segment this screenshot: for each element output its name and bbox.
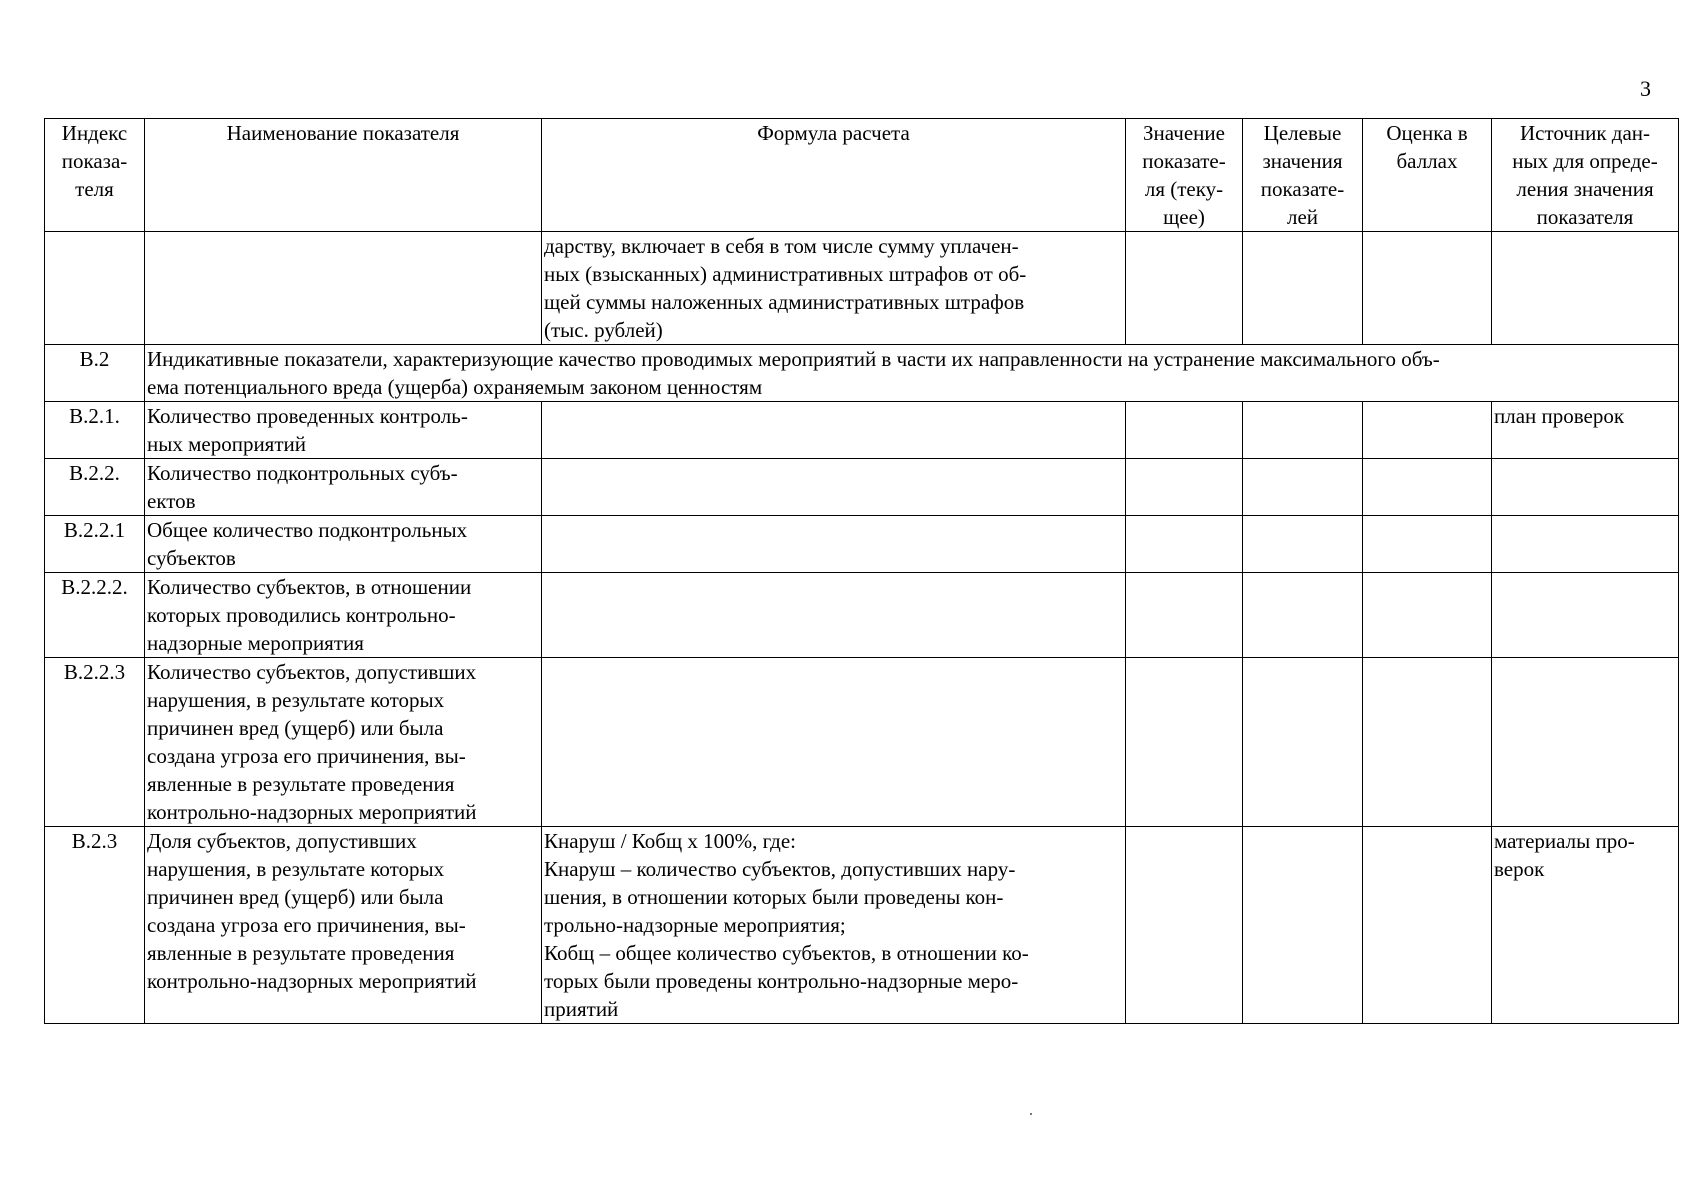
cell-current-value: [1126, 573, 1243, 658]
cell-index: [45, 232, 145, 345]
cell-data-source: [1492, 573, 1679, 658]
cell-data-source: материалы про- верок: [1492, 827, 1679, 1024]
header-formula: Формула расчета: [542, 119, 1126, 232]
cell-index: В.2.2.1: [45, 516, 145, 573]
cell-formula: Кнаруш / Кобщ x 100%, где: Кнаруш – количество субъектов, допустивших нару- шения, в отношении которых были проведены кон- трольно-надзорные мероприятия; Кобщ – общее количество субъектов, в отношении ко- торых были проведены контрольно-надзорные меро- приятий: [542, 827, 1126, 1024]
cell-name: Доля субъектов, допустивших нарушения, в результате которых причинен вред (ущерб) или была создана угроза его причинения, вы- явленные в результате проведения контрольно-надзорных мероприятий: [145, 827, 542, 1024]
cell-index: В.2.3: [45, 827, 145, 1024]
cell-target-values: [1243, 516, 1363, 573]
cell-current-value: [1126, 516, 1243, 573]
cell-target-values: [1243, 232, 1363, 345]
table-row: [45, 827, 1679, 1024]
cell-target-values: [1243, 658, 1363, 827]
page-number: 3: [1640, 76, 1651, 101]
table-row-continuation: [45, 232, 1679, 345]
cell-current-value: [1126, 232, 1243, 345]
cell-score: [1363, 232, 1492, 345]
indicators-table: [44, 118, 1679, 1024]
table-row: [45, 459, 1679, 516]
cell-index: В.2.1.: [45, 402, 145, 459]
cell-name: Общее количество подконтрольных субъектов: [145, 516, 542, 573]
cell-name: Количество субъектов, в отношении которых проводились контрольно- надзорные мероприятия: [145, 573, 542, 658]
cell-name: Количество подконтрольных субъ- ектов: [145, 459, 542, 516]
cell-target-values: [1243, 459, 1363, 516]
header-score: Оценка в баллах: [1363, 119, 1492, 232]
cell-target-values: [1243, 402, 1363, 459]
header-target-values: Целевые значения показате- лей: [1243, 119, 1363, 232]
table-row: [45, 516, 1679, 573]
cell-data-source: [1492, 232, 1679, 345]
cell-data-source: [1492, 459, 1679, 516]
cell-current-value: [1126, 459, 1243, 516]
header-data-source: Источник дан- ных для опреде- ления значения показателя: [1492, 119, 1679, 232]
cell-formula: [542, 658, 1126, 827]
cell-score: [1363, 827, 1492, 1024]
cell-current-value: [1126, 827, 1243, 1024]
table-row: [45, 658, 1679, 827]
section-index: В.2: [45, 345, 145, 402]
header-name: Наименование показателя: [145, 119, 542, 232]
header-index: Индекс показа- теля: [45, 119, 145, 232]
cell-name: Количество проведенных контроль- ных мероприятий: [145, 402, 542, 459]
cell-score: [1363, 516, 1492, 573]
cell-score: [1363, 459, 1492, 516]
cell-data-source: план проверок: [1492, 402, 1679, 459]
header-current-value: Значение показате- ля (теку- щее): [1126, 119, 1243, 232]
cell-index: В.2.2.2.: [45, 573, 145, 658]
cell-formula: [542, 516, 1126, 573]
cell-score: [1363, 573, 1492, 658]
cell-score: [1363, 402, 1492, 459]
cell-name: Количество субъектов, допустивших нарушения, в результате которых причинен вред (ущерб) или была создана угроза его причинения, вы- явленные в результате проведения контрольно-надзорных мероприятий: [145, 658, 542, 827]
cell-formula: дарству, включает в себя в том числе сумму уплачен- ных (взысканных) административных штрафов от об- щей суммы наложенных административных штрафов (тыс. рублей): [542, 232, 1126, 345]
cell-current-value: [1126, 402, 1243, 459]
cell-formula: [542, 459, 1126, 516]
table-row: [45, 402, 1679, 459]
table-header-row: [45, 119, 1679, 232]
cell-data-source: [1492, 658, 1679, 827]
section-title: Индикативные показатели, характеризующие качество проводимых мероприятий в части их направленности на устранение максимального объ- ема потенциального вреда (ущерба) охраняемым законом ценностям: [145, 345, 1679, 402]
table-row: [45, 573, 1679, 658]
cell-current-value: [1126, 658, 1243, 827]
cell-data-source: [1492, 516, 1679, 573]
cell-index: В.2.2.: [45, 459, 145, 516]
cell-score: [1363, 658, 1492, 827]
cell-target-values: [1243, 827, 1363, 1024]
table-section-row: [45, 345, 1679, 402]
cell-target-values: [1243, 573, 1363, 658]
cell-formula: [542, 573, 1126, 658]
scan-artifact-dot: [1030, 1113, 1032, 1115]
cell-formula: [542, 402, 1126, 459]
cell-name: [145, 232, 542, 345]
cell-index: В.2.2.3: [45, 658, 145, 827]
